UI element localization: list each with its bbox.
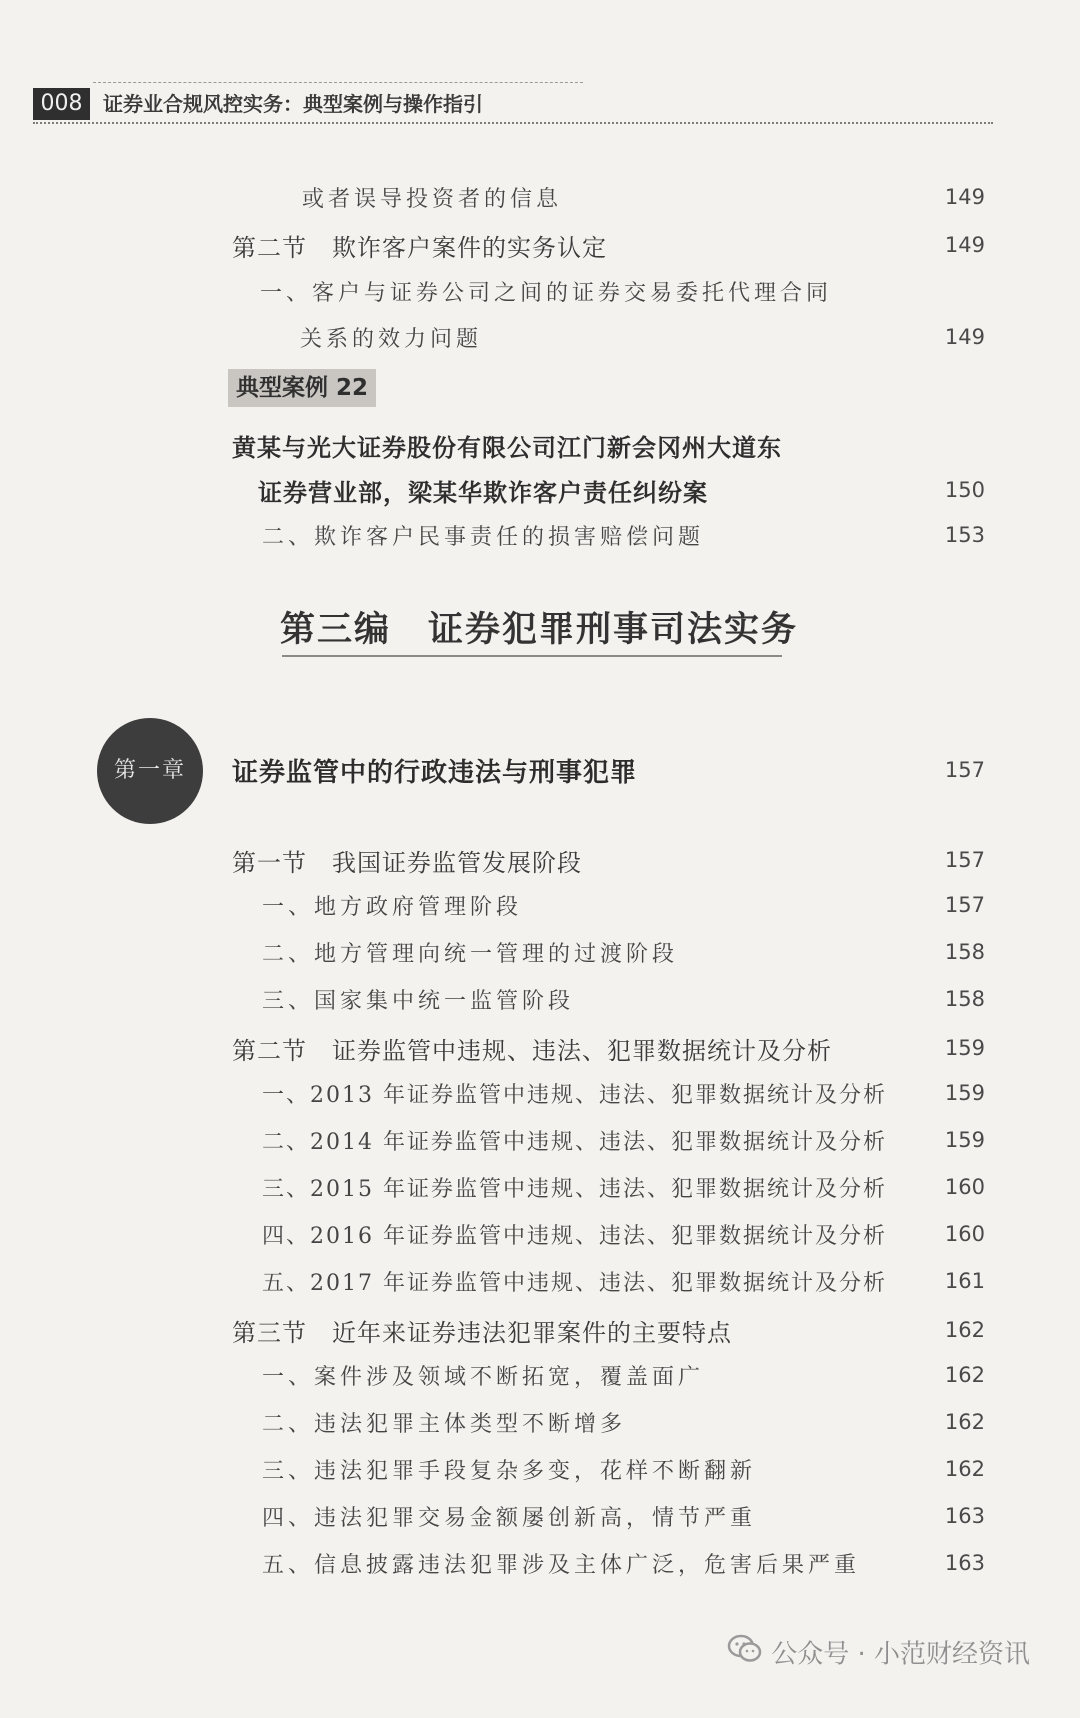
toc-entry[interactable] [0,984,1080,1016]
toc-entry-page: 160 [944,1222,985,1246]
watermark [727,1634,1030,1674]
page-number: 008 [33,88,90,120]
toc-entry[interactable] [0,1266,1080,1298]
toc-entry-page: 162 [944,1410,985,1434]
toc-entry[interactable] [0,276,1080,308]
toc-entry[interactable] [0,890,1080,922]
toc-entry[interactable] [0,937,1080,969]
part-heading: 第三编 证券犯罪刑事司法实务 [280,609,799,650]
toc-entry-page: 162 [944,1363,985,1387]
toc-entry[interactable] [0,1501,1080,1533]
header-bottom-rule [33,122,993,124]
case-tag: 典型案例 22 [228,369,376,407]
toc-entry[interactable] [0,1360,1080,1392]
toc-entry-text: 三、违法犯罪手段复杂多变，花样不断翻新 [262,1459,757,1484]
toc-entry-page: 158 [944,987,985,1011]
toc-entry[interactable] [0,1548,1080,1580]
toc-entry-page: 157 [944,893,985,917]
toc-entry-page: 149 [944,325,985,349]
toc-section[interactable] [0,1031,1080,1065]
toc-entry-text: 二、欺诈客户民事责任的损害赔偿问题 [262,525,705,550]
toc-entry[interactable] [0,1454,1080,1486]
toc-section-page: 149 [944,233,985,257]
toc-entry-page: 163 [944,1504,985,1528]
toc-entry-page: 159 [944,1128,985,1152]
chapter-badge: 第一章 [97,718,203,824]
toc-entry-page: 153 [944,523,985,547]
toc-entry[interactable] [0,1125,1080,1157]
toc-entry-text: 二、地方管理向统一管理的过渡阶段 [262,942,679,967]
toc-entry-text: 四、违法犯罪交易金额屡创新高，情节严重 [262,1506,757,1531]
toc-entry-text: 关系的效力问题 [300,327,483,352]
toc-entry-text: 五、2017 年证券监管中违规、违法、犯罪数据统计及分析 [262,1271,887,1296]
toc-entry[interactable] [0,1078,1080,1110]
toc-entry-page: 158 [944,940,985,964]
toc-entry-page: 149 [944,185,985,209]
case-page: 150 [944,478,985,502]
toc-section-page: 159 [944,1036,985,1060]
toc-section-page: 157 [944,848,985,872]
chapter-title[interactable]: 证券监管中的行政违法与刑事犯罪 [232,758,638,788]
toc-entry-text: 三、国家集中统一监管阶段 [262,989,575,1014]
toc-entry-text: 五、信息披露违法犯罪涉及主体广泛，危害后果严重 [262,1553,861,1578]
toc-entry[interactable] [0,1172,1080,1204]
toc-entry-text: 二、违法犯罪主体类型不断增多 [262,1412,627,1437]
part-underline [282,655,782,657]
toc-entry[interactable] [0,520,1080,552]
toc-entry[interactable] [0,1219,1080,1251]
toc-section[interactable] [0,1313,1080,1347]
toc-entry-page: 162 [944,1457,985,1481]
toc-entry-text: 三、2015 年证券监管中违规、违法、犯罪数据统计及分析 [262,1177,887,1202]
book-title: 证券业合规风控实务：典型案例与操作指引 [103,92,483,116]
toc-entry[interactable] [0,322,1080,354]
toc-entry-text: 一、客户与证券公司之间的证券交易委托代理合同 [260,281,833,306]
chapter-page-row [0,758,1080,788]
watermark-text: 公众号 · 小范财经资讯 [771,1639,1030,1670]
toc-entry-text: 四、2016 年证券监管中违规、违法、犯罪数据统计及分析 [262,1224,887,1249]
toc-entry-text: 或者误导投资者的信息 [302,187,563,212]
toc-section-text: 第二节 证券监管中违规、违法、犯罪数据统计及分析 [232,1037,832,1065]
toc-section[interactable] [0,228,1080,262]
chapter-page: 157 [944,758,985,782]
toc-section-text: 第三节 近年来证券违法犯罪案件的主要特点 [232,1319,732,1347]
toc-entry-page: 160 [944,1175,985,1199]
toc-entry-text: 二、2014 年证券监管中违规、违法、犯罪数据统计及分析 [262,1130,887,1155]
toc-section-text: 第一节 我国证券监管发展阶段 [232,849,582,877]
toc-section[interactable] [0,843,1080,877]
toc-entry-page: 159 [944,1081,985,1105]
case-title-line2: 证券营业部，梁某华欺诈客户责任纠纷案 [258,479,708,507]
case-title-line1[interactable]: 黄某与光大证券股份有限公司江门新会冈州大道东 [232,434,782,462]
toc-entry-page: 163 [944,1551,985,1575]
toc-entry-text: 一、案件涉及领域不断拓宽，覆盖面广 [262,1365,705,1390]
wechat-icon [727,1634,763,1676]
toc-entry-text: 一、2013 年证券监管中违规、违法、犯罪数据统计及分析 [262,1083,887,1108]
toc-entry[interactable] [0,1407,1080,1439]
toc-entry[interactable] [0,182,1080,214]
toc-entry-page: 161 [944,1269,985,1293]
case-title-row[interactable] [0,473,1080,507]
running-header [33,80,993,124]
header-top-rule [93,82,583,83]
toc-section-text: 第二节 欺诈客户案件的实务认定 [232,234,607,262]
toc-section-page: 162 [944,1318,985,1342]
toc-entry-text: 一、地方政府管理阶段 [262,895,523,920]
